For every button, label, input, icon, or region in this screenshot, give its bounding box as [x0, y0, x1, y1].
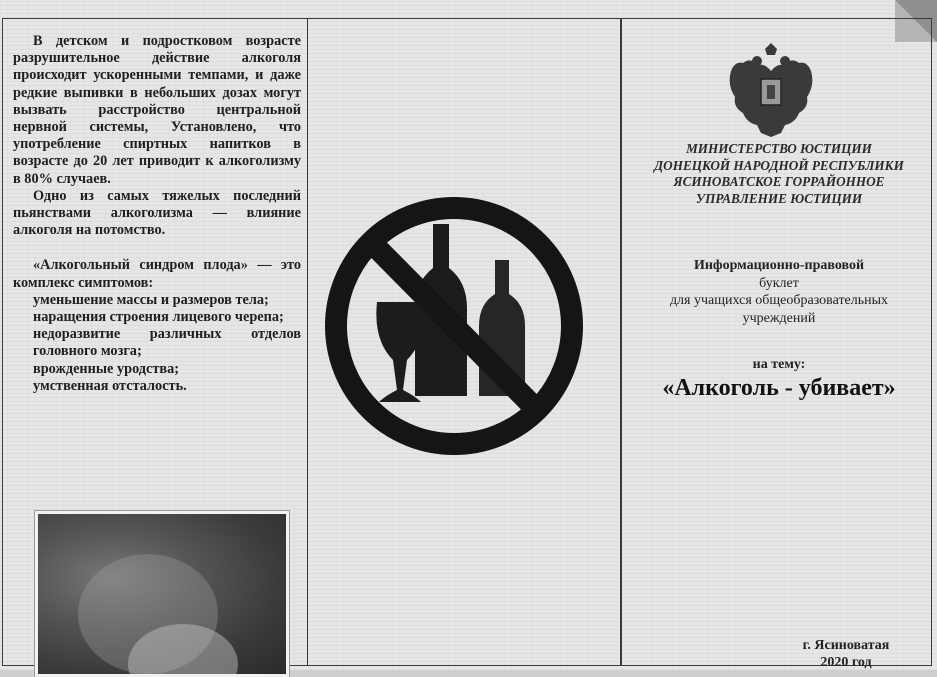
symptom-item: врожденные уродства;: [33, 360, 180, 377]
year: 2020 год: [820, 655, 872, 670]
booklet-title: «Алкоголь - убивает»: [662, 375, 896, 401]
ministry-line: УПРАВЛЕНИЕ ЮСТИЦИИ: [695, 190, 863, 206]
booklet-type: Информационно-правовой: [693, 258, 865, 273]
paragraph-teen-alcohol: В детском и подростковом возрасте разрушительное действие алкоголя происходит ускоренными темпами, и даже редкие выпивки в небольших дозах могут вызвать расстройство центральной нервной системы, Установлено, что употребление спиртных напитков в возрасте до 20 лет приводит к алкоголизму в 80% случаев.: [13, 33, 301, 187]
symptom-item: наращения строения лицевого черепа;: [33, 309, 284, 326]
ministry-heading: [635, 141, 923, 207]
ministry-line: ДОНЕЦКОЙ НАРОДНОЙ РЕСПУБЛИКИ: [654, 157, 904, 173]
fetus-photo: [35, 511, 289, 677]
audience-line: для учащихся общеобразовательных: [669, 293, 889, 308]
booklet-footer: [771, 637, 921, 671]
audience-line-2: учреждений: [742, 310, 816, 326]
ministry-line: ЯСИНОВАТСКОЕ ГОРРАЙОННОЕ: [673, 174, 885, 189]
left-panel: [2, 18, 308, 666]
right-panel: [620, 18, 932, 670]
symptom-item: умственная отсталость.: [33, 377, 187, 394]
symptom-item: недоразвитие различных отделов головного мозга;: [33, 326, 301, 360]
double-headed-eagle-icon: [721, 41, 821, 141]
no-alcohol-icon: [315, 190, 593, 462]
left-panel-text: [13, 33, 301, 395]
syndrome-intro: «Алкогольный синдром плода» — это комплекс симптомов:: [13, 257, 301, 291]
city: г. Ясиноватая: [802, 638, 890, 653]
topic-label: на тему:: [752, 357, 806, 372]
ministry-line: МИНИСТЕРСТВО ЮСТИЦИИ: [686, 141, 872, 156]
booklet-word: буклет: [759, 275, 799, 291]
paragraph-offspring: Одно из самых тяжелых последний пьянствами алкоголизма — влияние алкоголя на потомство.: [13, 187, 301, 239]
booklet-description: [635, 257, 923, 327]
symptom-item: уменьшение массы и размеров тела;: [33, 291, 269, 308]
